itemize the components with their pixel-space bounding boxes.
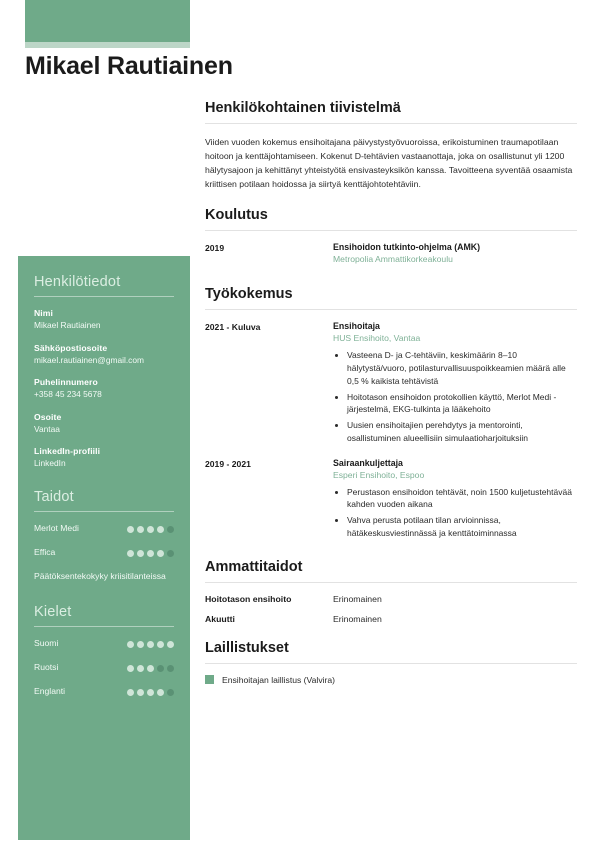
rating-dot-filled <box>137 526 144 533</box>
entry-row <box>205 242 577 270</box>
personal-info-value: mikael.rautiainen@gmail.com <box>34 354 144 365</box>
professional-skill-row <box>205 614 577 624</box>
language-row <box>34 638 174 651</box>
page-title: Mikael Rautiainen <box>25 52 233 80</box>
skill-dots <box>127 526 174 533</box>
section-summary <box>205 100 577 191</box>
divider <box>205 582 577 583</box>
rating-dot-filled <box>157 526 164 533</box>
rating-dot-filled <box>157 550 164 557</box>
rating-dot-filled <box>147 641 154 648</box>
professional-skill-name: Akuutti <box>205 613 235 624</box>
divider <box>34 296 174 297</box>
divider <box>34 511 174 512</box>
rating-dot-filled <box>147 665 154 672</box>
language-label: Englanti <box>34 686 66 697</box>
personal-info-item <box>34 308 174 331</box>
language-dots <box>127 665 174 672</box>
rating-dot-filled <box>157 689 164 696</box>
rating-dot-filled <box>137 550 144 557</box>
sidebar-heading-skills: Taidot <box>34 488 74 505</box>
skill-dots <box>127 550 174 557</box>
entry-body <box>333 458 577 543</box>
section-education <box>205 207 577 270</box>
section-heading-education: Koulutus <box>205 207 268 224</box>
entry-body <box>333 321 577 447</box>
professional-skills-list <box>205 594 577 624</box>
skill-label: Päätöksentekokyky kriisitilanteissa <box>34 571 166 582</box>
main-content <box>205 100 577 689</box>
divider <box>205 230 577 231</box>
skills-rating-list <box>34 523 174 584</box>
rating-dot-empty <box>167 550 174 557</box>
professional-skill-level: Erinomainen <box>333 613 382 624</box>
personal-info-label: Sähköpostiosoite <box>34 342 108 353</box>
section-heading-professional-skills: Ammattitaidot <box>205 558 303 575</box>
rating-dot-filled <box>167 641 174 648</box>
entry-organization: HUS Ensihoito, Vantaa <box>333 333 421 344</box>
license-list <box>205 675 577 685</box>
sidebar <box>18 256 190 840</box>
rating-dot-empty <box>167 526 174 533</box>
entry-bullet-list <box>333 349 577 444</box>
rating-dot-filled <box>147 689 154 696</box>
entry-title: Sairaankuljettaja <box>333 457 403 468</box>
rating-dot-filled <box>127 689 134 696</box>
language-row <box>34 662 174 675</box>
entry-bullet: • Uusien ensihoitajien perehdytys ja mentorointi, osallistuminen alueellisiin simulaatioharjoituksiin <box>347 419 577 445</box>
rating-dot-filled <box>127 641 134 648</box>
sidebar-section-personal-info <box>34 274 174 469</box>
entry-body <box>333 242 577 270</box>
divider <box>205 123 577 124</box>
professional-skill-level: Erinomainen <box>333 593 382 604</box>
skill-row <box>34 547 174 560</box>
rating-dot-empty <box>157 665 164 672</box>
personal-info-item <box>34 343 174 366</box>
skill-row <box>34 523 174 536</box>
sidebar-section-skills <box>34 489 174 584</box>
sidebar-section-languages <box>34 604 174 699</box>
divider <box>205 309 577 310</box>
personal-info-item <box>34 377 174 400</box>
language-dots <box>127 689 174 696</box>
skill-row <box>34 571 174 584</box>
skill-label: Effica <box>34 547 56 558</box>
sidebar-heading-personal-info: Henkilötiedot <box>34 274 121 290</box>
personal-info-value: Mikael Rautiainen <box>34 320 101 330</box>
section-professional-skills <box>205 559 577 624</box>
license-text: Ensihoitajan laillistus (Valvira) <box>222 674 336 685</box>
entry-organization: Esperi Ensihoito, Espoo <box>333 469 425 480</box>
entry-organization: Metropolia Ammattikorkeakoulu <box>333 254 453 265</box>
personal-info-label: LinkedIn-profiili <box>34 446 101 456</box>
entry-bullet: • Vahva perusta potilaan tilan arvioinnissa, hätäkeskusviestinnässä ja kenttätoiminnassa <box>347 514 577 540</box>
language-label: Suomi <box>34 638 59 649</box>
rating-dot-filled <box>137 689 144 696</box>
section-heading-licenses: Laillistukset <box>205 639 289 656</box>
entry-date: 2019 <box>205 243 225 254</box>
section-licenses <box>205 640 577 685</box>
entry-title: Ensihoitaja <box>333 321 380 332</box>
languages-rating-list <box>34 638 174 699</box>
entry-row <box>205 321 577 447</box>
personal-info-label: Osoite <box>34 411 62 422</box>
entry-bullet: • Perustason ensihoidon tehtävät, noin 1500 kuljetustehtävää kahden vuoden aikana <box>347 486 577 512</box>
divider <box>34 626 174 627</box>
personal-info-label: Puhelinnumero <box>34 377 98 387</box>
entry-title: Ensihoidon tutkinto-ohjelma (AMK) <box>333 242 481 253</box>
professional-skill-name: Hoitotason ensihoito <box>205 593 292 604</box>
personal-info-item <box>34 446 174 469</box>
personal-info-value[interactable]: LinkedIn <box>34 458 66 468</box>
skill-label: Merlot Medi <box>34 523 79 534</box>
header-accent-underline <box>25 42 190 48</box>
language-dots <box>127 641 174 648</box>
header-accent-bar <box>25 0 190 42</box>
personal-info-list <box>34 308 174 469</box>
personal-info-value: +358 45 234 5678 <box>34 389 102 399</box>
rating-dot-filled <box>137 641 144 648</box>
personal-info-label: Nimi <box>34 308 54 318</box>
license-bullet-icon <box>205 675 214 684</box>
personal-info-value: Vantaa <box>34 423 60 434</box>
professional-skill-row <box>205 594 577 604</box>
rating-dot-filled <box>147 550 154 557</box>
entry-bullet: • Hoitotason ensihoidon protokollien käyttö, Merlot Medi -järjestelmä, EKG-tulkinta ja lääkehoito <box>347 391 577 417</box>
divider <box>205 663 577 664</box>
section-experience <box>205 286 577 542</box>
experience-entry-list <box>205 321 577 542</box>
language-row <box>34 686 174 699</box>
rating-dot-empty <box>167 665 174 672</box>
personal-info-item <box>34 412 174 435</box>
entry-date: 2019 - 2021 <box>205 458 251 469</box>
entry-bullet: • Vasteena D- ja C-tehtäviin, keskimäärin 8–10 hälytystä/vuoro, potilasturvallisuuspoikkeamien määrä alle 0,5 % kaikista tehtävistä <box>347 349 577 387</box>
language-label: Ruotsi <box>34 662 59 673</box>
license-row <box>205 675 577 685</box>
rating-dot-filled <box>147 526 154 533</box>
rating-dot-filled <box>137 665 144 672</box>
rating-dot-filled <box>127 665 134 672</box>
summary-text: Viiden vuoden kokemus ensihoitajana päivystystyövuoroissa, erikoistuminen traumapotilaan hoitoon ja kenttäjohtamiseen. Kokenut D-tehtävien vastaanottaja, joka on osallistunut yli 1200 hälytysajoon ja kehittänyt yhteistyötä ensivasteyksikön kanssa. Tavoitteena syventää osaamista kriittisen potilaan hoidossa ja siirtyä kenttäjohtotehtäviin. <box>205 137 573 190</box>
entry-bullet-list <box>333 486 577 540</box>
entry-date: 2021 - Kuluva <box>205 322 261 333</box>
section-heading-summary: Henkilökohtainen tiivistelmä <box>205 100 401 116</box>
rating-dot-empty <box>167 689 174 696</box>
rating-dot-filled <box>127 550 134 557</box>
entry-row <box>205 458 577 543</box>
education-entry-list <box>205 242 577 270</box>
sidebar-heading-languages: Kielet <box>34 603 72 620</box>
section-heading-experience: Työkokemus <box>205 286 293 303</box>
rating-dot-filled <box>127 526 134 533</box>
rating-dot-filled <box>157 641 164 648</box>
